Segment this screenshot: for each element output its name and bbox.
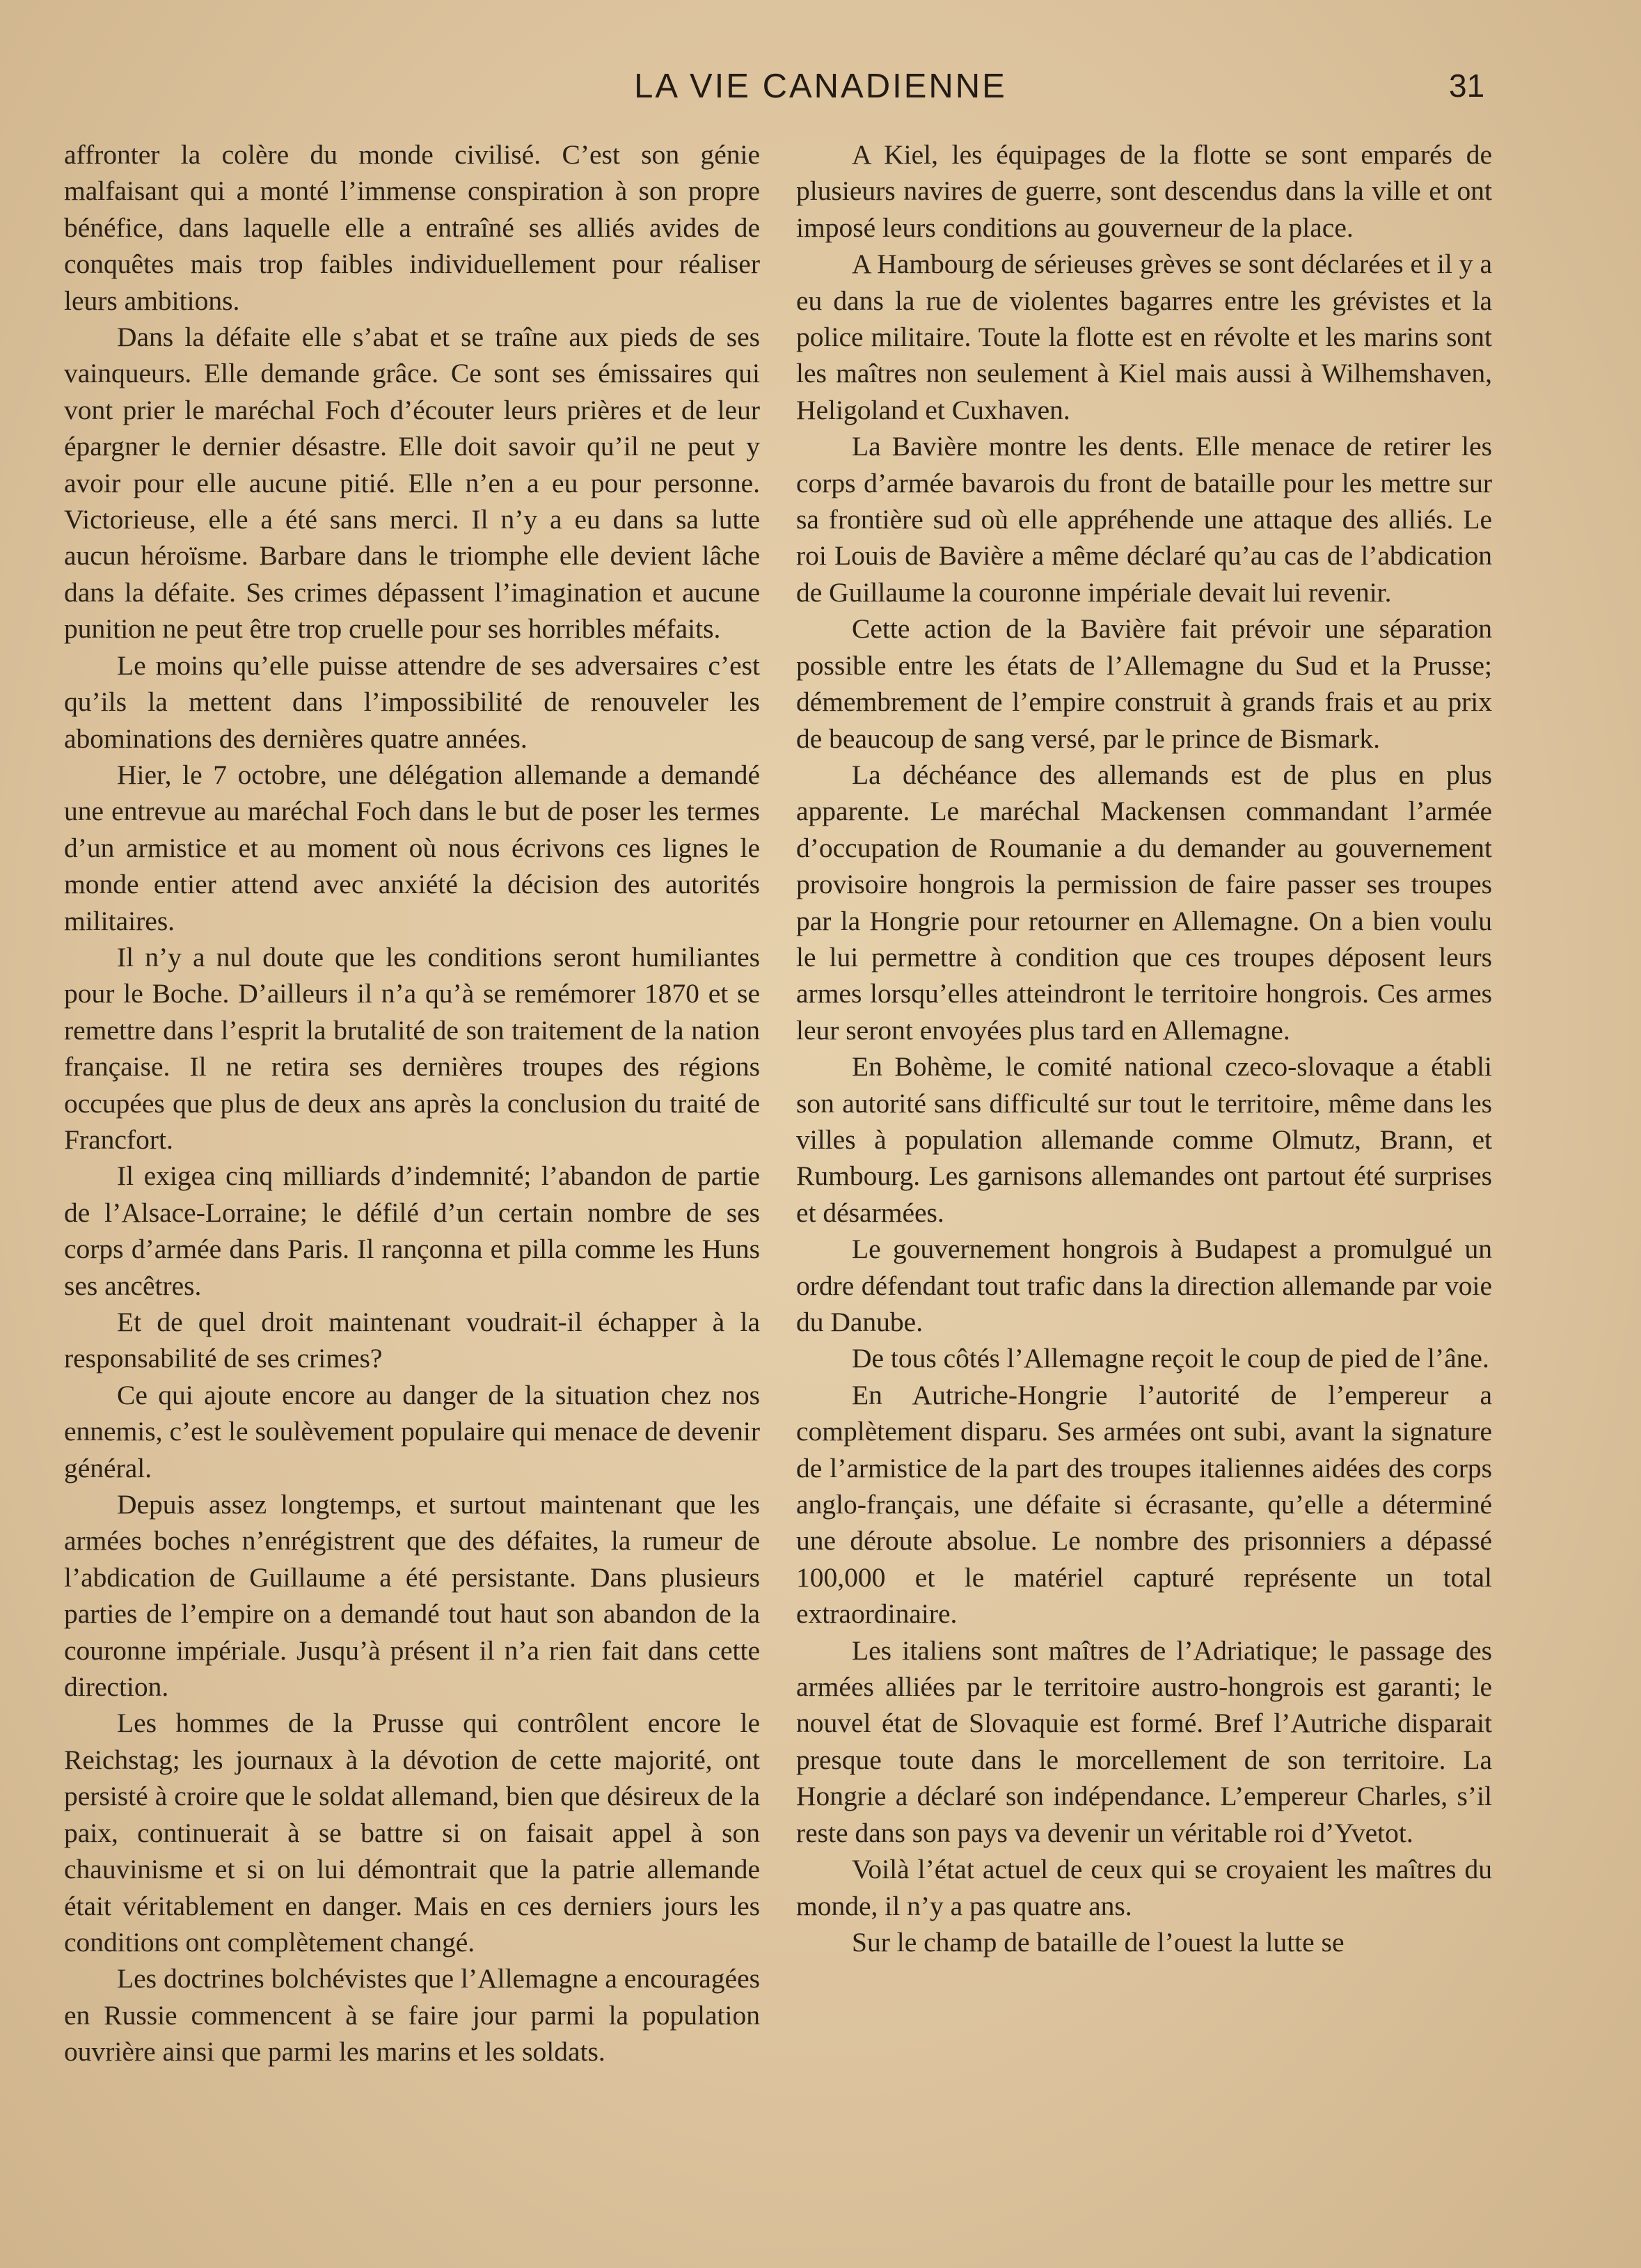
running-title: LA VIE CANADIENNE — [634, 68, 1007, 105]
paragraph: Il exigea cinq milliards d’indemnité; l’abandon de partie de l’Alsace-Lorraine; le défilé d’un certain nombre de ses corps d’armée dans Paris. Il rançonna et pilla comme les Huns ses ancêtres. — [64, 1160, 760, 1301]
paragraph: Et de quel droit maintenant voudrait-il échapper à la responsabilité de ses crimes? — [64, 1307, 760, 1374]
paragraph: Le gouvernement hongrois à Budapest a promulgué un ordre défendant tout trafic dans la direction allemande par voie du Danube. — [796, 1234, 1492, 1337]
paragraph: De tous côtés l’Allemagne reçoit le coup de pied de l’âne. — [852, 1343, 1489, 1374]
paragraph: A Hambourg de sérieuses grèves se sont déclarées et il y a eu dans la rue de violentes bagarres entre les grévistes et la police militaire. Toute la flotte est en révolte et les marins sont les maîtres non seulement à Kiel mais aussi à Wilhemshaven, Heligoland et Cuxhaven. — [796, 249, 1492, 425]
paragraph: Les doctrines bolchévistes que l’Allemagne a encouragées en Russie commencent à se faire jour parmi la population ouvrière ainsi que parmi les marins et les soldats. — [64, 1963, 760, 2068]
left-column — [64, 136, 760, 2070]
paragraph: Les italiens sont maîtres de l’Adriatique; le passage des armées alliées par le territoire austro-hongrois est garanti; le nouvel état de Slovaquie est formé. Bref l’Autriche disparait presque toute dans le morcellement de son territoire. La Hongrie a déclaré son indépendance. L’empereur Charles, s’il reste dans son pays va devenir un véritable roi d’Yvetot. — [796, 1635, 1492, 1848]
paragraph: Il n’y a nul doute que les conditions seront humiliantes pour le Boche. D’ailleurs il n’a qu’à se remémorer 1870 et se remettre dans l’esprit la brutalité de son traitement de la nation française. Il ne retira ses dernières troupes des régions occupées que plus de deux ans après la conclusion du traité de Francfort. — [64, 941, 760, 1155]
paragraph: Le moins qu’elle puisse attendre de ses adversaires c’est qu’ils la mettent dans l’impossibilité de renouveler les abominations des dernières quatre années. — [64, 649, 760, 754]
right-column — [796, 136, 1492, 1960]
paragraph: En Autriche-Hongrie l’autorité de l’empereur a complètement disparu. Ses armées ont subi, avant la signature de l’armistice de la part des troupes italiennes aidées des corps anglo-français, une défaite si écrasante, qu’elle a déterminé une déroute absolue. Le nombre des prisonniers a dépassé 100,000 et le matériel capturé représente un total extraordinaire. — [796, 1379, 1492, 1630]
paragraph: A Kiel, les équipages de la flotte se sont emparés de plusieurs navires de guerre, sont descendus dans la ville et ont imposé leurs conditions au gouverneur de la place. — [796, 139, 1492, 243]
paragraph: La Bavière montre les dents. Elle menace de retirer les corps d’armée bavarois du front de bataille pour les mettre sur sa frontière sud où elle appréhende une attaque des alliés. Le roi Louis de Bavière a même déclaré qu’au cas de l’abdication de Guillaume la couronne impériale devait lui revenir. — [796, 431, 1492, 608]
paragraph: affronter la colère du monde civilisé. C’est son génie malfaisant qui a monté l’immense conspiration à son propre bénéfice, dans laquelle elle a entraîné ses alliés avides de conquêtes mais trop faibles individuellement pour réaliser leurs ambitions. — [64, 139, 760, 316]
paragraph: Cette action de la Bavière fait prévoir une séparation possible entre les états de l’Allemagne du Sud et la Prusse; démembrement de l’empire construit à grands frais et au prix de beaucoup de sang versé, par le prince de Bismark. — [796, 613, 1492, 754]
paragraph: Hier, le 7 octobre, une délégation allemande a demandé une entrevue au maréchal Foch dans le but de poser les termes d’un armistice et au moment où nous écrivons ces lignes le monde entier attend avec anxiété la décision des autorités militaires. — [64, 759, 760, 936]
paragraph: Voilà l’état actuel de ceux qui se croyaient les maîtres du monde, il n’y a pas quatre ans. — [796, 1854, 1492, 1921]
paragraph: Depuis assez longtemps, et surtout maintenant que les armées boches n’enrégistrent que des défaites, la rumeur de l’abdication de Guillaume a été persistante. Dans plusieurs parties de l’empire on a demandé tout haut son abandon de la couronne impériale. Jusqu’à présent il n’a rien fait dans cette direction. — [64, 1489, 760, 1703]
paragraph: La déchéance des allemands est de plus en plus apparente. Le maréchal Mackensen commandant l’armée d’occupation de Roumanie a du demander au gouvernement provisoire hongrois la permission de faire passer ses troupes par la Hongrie pour retourner en Allemagne. On a bien voulu le lui permettre à condition que ces troupes déposent leurs armes lorsqu’elles atteindront le territoire hongrois. Ces armes leur seront envoyées plus tard en Allemagne. — [796, 759, 1492, 1046]
paragraph: Dans la défaite elle s’abat et se traîne aux pieds de ses vainqueurs. Elle demande grâce. Ce sont ses émissaires qui vont prier le maréchal Foch d’écouter leurs prières et de leur épargner le dernier désastre. Elle doit savoir qu’il ne peut y avoir pour elle aucune pitié. Elle n’en a eu pour personne. Victorieuse, elle a été sans merci. Il n’y a eu dans sa lutte aucun héroïsme. Barbare dans le triomphe elle devient lâche dans la défaite. Ses crimes dépassent l’imagination et aucune punition ne peut être trop cruelle pour ses horribles méfaits. — [64, 322, 760, 645]
paragraph: Les hommes de la Prusse qui contrôlent encore le Reichstag; les journaux à la dévotion de cette majorité, ont persisté à croire que le soldat allemand, bien que désireux de la paix, continuerait à se battre si on faisait appel à son chauvinisme et si on lui démontrait que la patrie allemande était véritablement en danger. Mais en ces derniers jours les conditions ont complètement changé. — [64, 1708, 760, 1958]
page-number: 31 — [1449, 68, 1485, 104]
paragraph: Sur le champ de bataille de l’ouest la lutte se — [852, 1926, 1345, 1958]
paragraph: Ce qui ajoute encore au danger de la situation chez nos ennemis, c’est le soulèvement populaire qui menace de devenir général. — [64, 1379, 760, 1483]
paragraph: En Bohème, le comité national czeco-slovaque a établi son autorité sans difficulté sur tout le territoire, même dans les villes à population allemande comme Olmutz, Brann, et Rumbourg. Les garnisons allemandes ont partout été surprises et désarmées. — [796, 1051, 1492, 1228]
